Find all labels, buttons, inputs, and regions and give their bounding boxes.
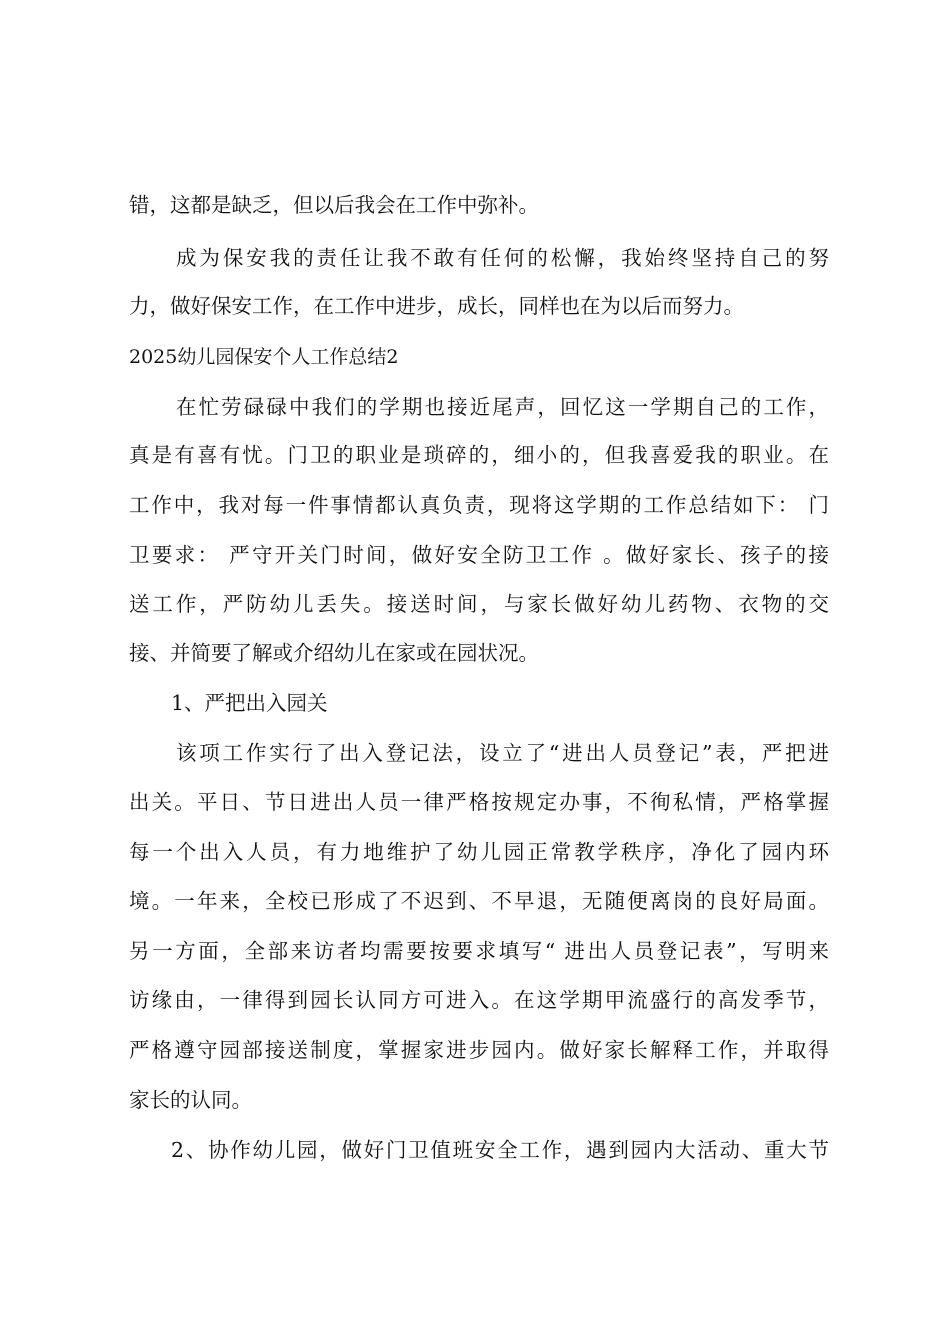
text-line: 接、并简要了解或介绍幼儿在家或在园状况。 bbox=[129, 641, 539, 665]
text-line: 境。一年来，全校已形成了不迟到、不早退，无随便离岗的良好局面。 bbox=[129, 889, 829, 913]
text-line: 该项工作实行了出入登记法，设立了“进出人员登记”表，严把进 bbox=[176, 741, 829, 765]
text-line: 另一方面，全部来访者均需要按要求填写“ 进出人员登记表”，写明来 bbox=[129, 939, 829, 963]
text-line: 2、协作幼儿园，做好门卫值班安全工作，遇到园内大活动、重大节 bbox=[171, 1138, 829, 1162]
text-line: 工作中，我对每一件事情都认真负责，现将这学期的工作总结如下： 门 bbox=[129, 493, 829, 517]
text-line: 访缘由，一律得到园长认同方可进入。在这学期甲流盛行的高发季节， bbox=[129, 988, 829, 1012]
text-line: 每一个出入人员，有力地维护了幼儿园正常教学秩序，净化了园内环 bbox=[129, 840, 829, 864]
text-line: 成为保安我的责任让我不敢有任何的松懈，我始终坚持自己的努 bbox=[176, 246, 829, 270]
text-line: 送工作，严防幼儿丢失。接送时间，与家长做好幼儿药物、衣物的交 bbox=[129, 592, 829, 616]
section-heading: 2025幼儿园保安个人工作总结2 bbox=[129, 346, 399, 368]
text-line: 在忙劳碌碌中我们的学期也接近尾声，回忆这一学期自己的工作， bbox=[176, 395, 829, 419]
text-line: 真是有喜有忧。门卫的职业是琐碎的，细小的，但我喜爱我的职业。在 bbox=[129, 443, 829, 467]
list-item-heading: 1、严把出入园关 bbox=[171, 691, 328, 715]
text-line: 严格遵守园部接送制度，掌握家进步园内。做好家长解释工作，并取得 bbox=[129, 1038, 829, 1062]
text-line: 家长的认同。 bbox=[129, 1088, 252, 1112]
text-line: 力，做好保安工作，在工作中进步，成长，同样也在为以后而努力。 bbox=[129, 294, 744, 318]
text-line: 出关。平日、节日进出人员一律严格按规定办事，不徇私情，严格掌握 bbox=[129, 790, 829, 814]
text-line: 卫要求： 严守开关门时间，做好安全防卫工作 。做好家长、孩子的接 bbox=[129, 543, 829, 567]
text-line: 错，这都是缺乏，但以后我会在工作中弥补。 bbox=[129, 193, 539, 217]
